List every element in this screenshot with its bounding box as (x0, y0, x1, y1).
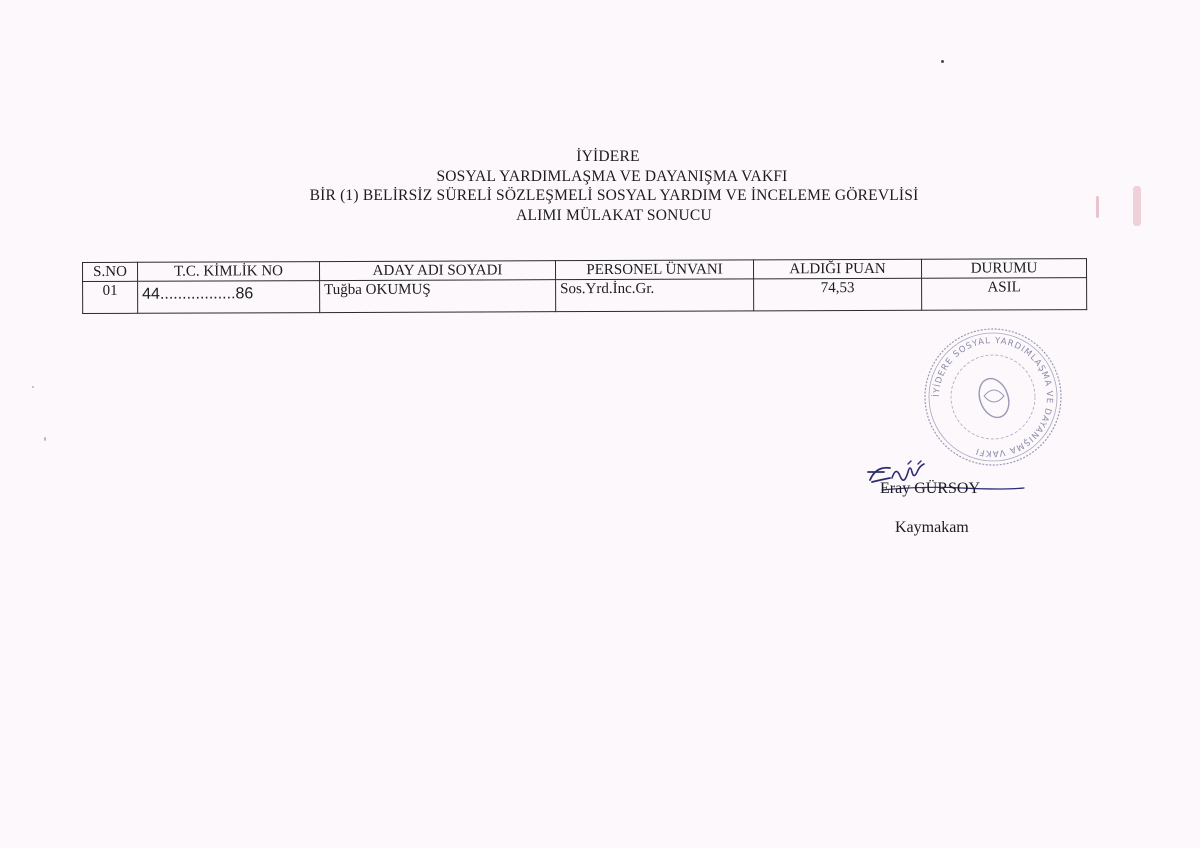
column-header-title: PERSONEL ÜNVANI (555, 260, 753, 280)
column-header-tc: T.C. KİMLİK NO (138, 262, 320, 282)
scan-speck (1096, 196, 1099, 218)
heading-position: BİR (1) BELİRSİZ SÜRELİ SÖZLEŞMELİ SOSYAL YARDIM VE İNCELEME GÖREVLİSİ (309, 187, 919, 204)
seal-text: İYİDERE SOSYAL YARDIMLAŞMA VE DAYANIŞMA VAKFI (931, 335, 1055, 459)
cell-sno: 01 (83, 281, 138, 313)
signer-title: Kaymakam (895, 519, 969, 536)
cell-name: Tuğba OKUMUŞ (320, 280, 556, 313)
scan-speck (44, 437, 46, 441)
column-header-status: DURUMU (921, 259, 1086, 279)
scan-speck (941, 60, 944, 63)
results-table (82, 258, 1087, 314)
column-header-sno: S.NO (83, 262, 138, 281)
official-seal-icon (922, 326, 1064, 468)
signer-name: Eray GÜRSOY (880, 480, 980, 497)
cell-status: ASIL (922, 278, 1087, 311)
cell-score: 74,53 (754, 278, 922, 311)
scan-speck (32, 386, 34, 388)
column-header-score: ALDIĞI PUAN (753, 259, 921, 279)
svg-text:İYİDERE SOSYAL YARDIMLAŞMA VE (931, 336, 1054, 458)
cell-tc: 44.................86 (138, 281, 320, 314)
table-row (83, 278, 1087, 314)
column-header-name: ADAY ADI SOYADI (320, 261, 556, 281)
heading-foundation: SOSYAL YARDIMLAŞMA VE DAYANIŞMA VAKFI (436, 168, 788, 185)
heading-district: İYİDERE (576, 148, 640, 165)
cell-title: Sos.Yrd.İnc.Gr. (556, 279, 754, 312)
results-table-wrapper (82, 258, 1086, 314)
heading-result: ALIMI MÜLAKAT SONUCU (516, 207, 712, 224)
scan-speck (1133, 186, 1141, 226)
